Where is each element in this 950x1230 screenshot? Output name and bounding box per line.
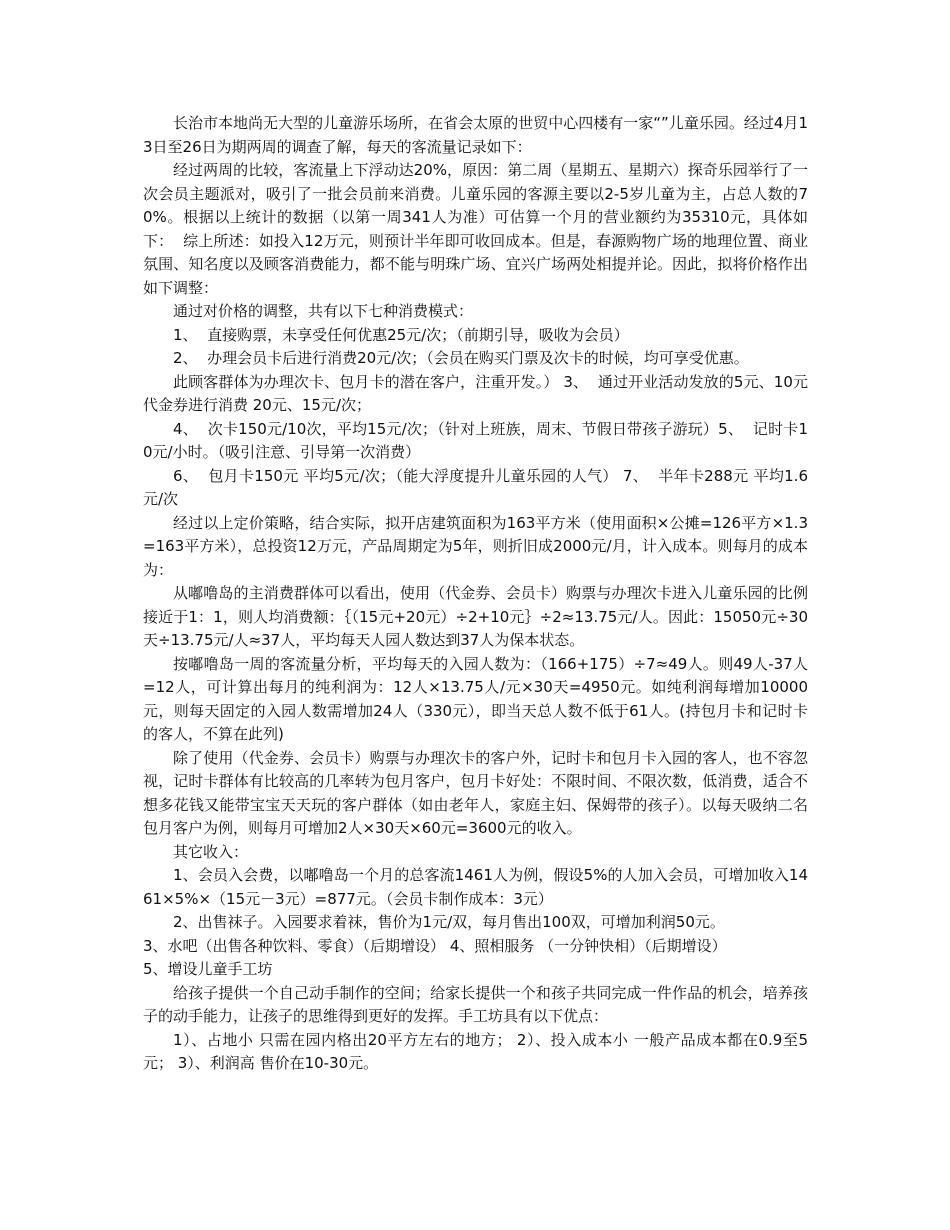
paragraph: 从嘟噜岛的主消费群体可以看出，使用（代金券、会员卡）购票与办理次卡进入儿童乐园的比例接近于1：1，则人均消费额：｛（15元+20元）÷2+10元｝÷2≈13.75元/人。因此：15050元÷30天÷13.75元/人≈37人，平均每天人园人数达到37人为保本状态。 <box>143 584 808 649</box>
paragraph: 除了使用（代金券、会员卡）购票与办理次卡的客户外，记时卡和包月卡入园的客人，也不容忽视，记时卡群体有比较高的几率转为包月客户，包月卡好处：不限时间、不限次数，低消费，适合不想多花钱又能带宝宝天天玩的客户群体（如由老年人，家庭主妇、保姆带的孩子）。以每天吸纳二名包月客户为例，则每月可增加2人×30天×60元=3600元的收入。 <box>143 748 808 837</box>
paragraph: 通过对价格的调整，共有以下七种消费模式： <box>173 302 474 320</box>
paragraph: 按嘟噜岛一周的客流量分析，平均每天的入园人数为：（166+175）÷7≈49人。则49人-37人=12人，可计算出每月的纯利润为：12人×13.75人/元×30天=4950元。如纯利润每增加10000元，则每天固定的入园人数需增加24人（330元），即当天总人数不低于61人。(持包月卡和记时卡的客人，不算在此列) <box>143 654 808 743</box>
paragraph: 3、水吧（出售各种饮料、零食）（后期增设） 4、照相服务 （一分钟快相）（后期增设） <box>143 936 727 955</box>
paragraph: 其它收入： <box>173 842 249 861</box>
paragraph: 1、会员入会费，以嘟噜岛一个月的总客流1461人为例，假设5%的人加入会员，可增加收入1461×5%×（15元－3元）=877元。（会员卡制作成本：3元） <box>143 866 808 908</box>
paragraph: 6、 包月卡150元 平均5元/次；（能大浮度提升儿童乐园的人气） 7、 半年卡288元 平均1.6元/次 <box>143 466 808 508</box>
paragraph: 给孩子提供一个自己动手制作的空间；给家长提供一个和孩子共同完成一件作品的机会，培养孩子的动手能力，让孩子的思维得到更好的发挥。手工坊具有以下优点： <box>143 983 808 1025</box>
paragraph: 1、 直接购票，未享受任何优惠25元/次；（前期引导，吸收为会员） <box>173 325 629 344</box>
paragraph: 2、出售袜子。入园要求着袜，售价为1元/双，每月售出100双，可增加利润50元。 <box>173 913 725 931</box>
paragraph: 经过两周的比较，客流量上下浮动达20%，原因：第二周（星期五、星期六）探奇乐园举行了一次会员主题派对，吸引了一批会员前来消费。儿童乐园的客源主要以2-5岁儿童为主，占总人数的70%。根据以上统计的数据（以第一周341人为准）可估算一个月的营业额约为35310元，具体如下： 综上所述：如投入12万元，则预计半年即可收回成本。但是，春源购物广场的地理位置、商业氛围、知名度以及顾客消费能力，都不能与明珠广场、宜兴广场两处相提并论。因此，拟将价格作出如下调整： <box>143 161 808 297</box>
paragraph: 此顾客群体为办理次卡、包月卡的潜在客户，注重开发。） 3、 通过开业活动发放的5元、10元代金券进行消费 20元、15元/次； <box>143 372 808 414</box>
document-body <box>143 112 808 1076</box>
paragraph: 1）、占地小 只需在园内格出20平方左右的地方； 2）、投入成本小 一般产品成本都在0.9至5元； 3）、利润高 售价在10-30元。 <box>143 1030 808 1072</box>
paragraph: 4、 次卡150元/10次，平均15元/次；（针对上班族，周末、节假日带孩子游玩）5、 记时卡10元/小时。（吸引注意、引导第一次消费） <box>143 419 808 461</box>
paragraph: 2、 办理会员卡后进行消费20元/次；（会员在购买门票及次卡的时候，均可享受优惠。 <box>173 349 749 367</box>
paragraph: 经过以上定价策略，结合实际，拟开店建筑面积为163平方米（使用面积×公摊=126平方×1.3=163平方米），总投资12万元，产品周期定为5年，则折旧成2000元/月，计入成本。则每月的成本为： <box>143 513 808 579</box>
paragraph: 5、增设儿童手工坊 <box>143 960 273 978</box>
paragraph: 长治市本地尚无大型的儿童游乐场所，在省会太原的世贸中心四楼有一家“”儿童乐园。经过4月13日至26日为期两周的调查了解，每天的客流量记录如下： <box>143 114 808 156</box>
